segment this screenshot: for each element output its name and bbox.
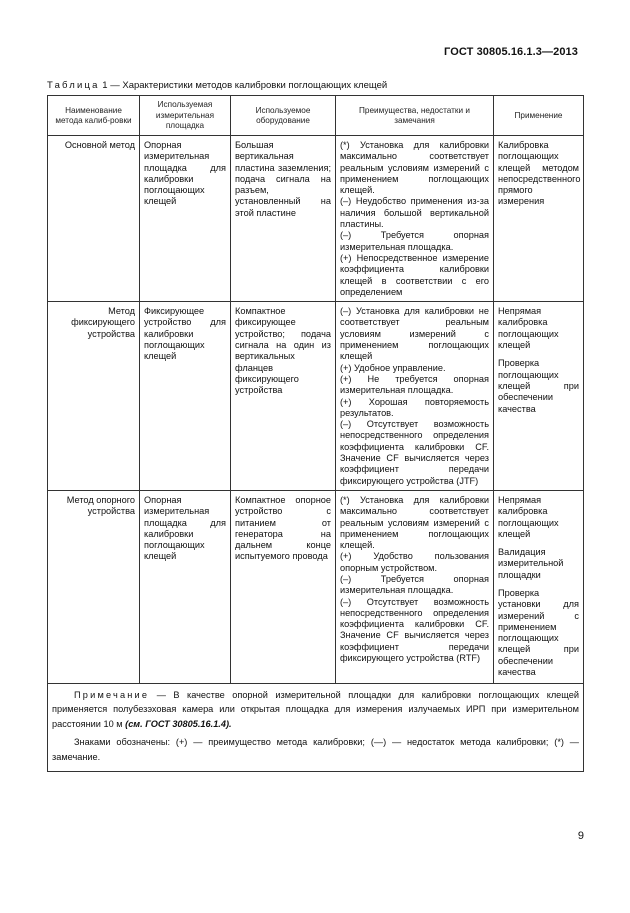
caption-label: Таблица (47, 80, 100, 91)
remarks-cell (336, 302, 494, 491)
method-cell: Метод опорного устройства (48, 490, 140, 683)
note-text: — В качестве опорной измерительной площадки для калибровки поглощающих клещей применяется полубезэховая камера или открытая площадка для измерения излучаемых ИРП при измерительном расстоянии 10 м (52, 689, 579, 729)
header-application: Применение (494, 96, 584, 136)
header-method: Наименование метода калиб-ровки (48, 96, 140, 136)
equipment-cell: Компактное опорное устройство с питанием от генератора на дальнем конце испытуемого провода (231, 490, 336, 683)
application-cell (494, 136, 584, 302)
document-header: ГОСТ 30805.16.1.3—2013 (444, 46, 578, 58)
application-item: Проверка установки для измерений с применением поглощающих клещей при обеспечении качества (498, 587, 579, 678)
table-header-row (48, 96, 584, 136)
remark-item: (–) Требуется опорная измерительная площадка. (340, 573, 489, 596)
remarks-cell (336, 136, 494, 302)
remark-item: (+) Непосредственное измерение коэффициента калибровки клещей в соответствии с его определением (340, 252, 489, 297)
table-row (48, 136, 584, 302)
note-reference: (см. ГОСТ 30805.16.1.4). (125, 718, 232, 729)
site-cell: Фиксирующее устройство для калибровки поглощающих клещей (140, 302, 231, 491)
remark-item: (–) Неудобство применения из-за наличия большой вертикальной пластины. (340, 196, 489, 230)
table-row (48, 490, 584, 683)
remarks-cell (336, 490, 494, 683)
remark-item: (*) Установка для калибровки максимально соответствует реальным условиям измерений с применением поглощающих клещей. (340, 140, 489, 196)
remark-item: (+) Удобство пользования опорным устройством. (340, 551, 489, 573)
table-caption (47, 80, 387, 91)
site-cell: Опорная измерительная площадка для калибровки поглощающих клещей (140, 136, 231, 302)
note-cell (48, 683, 584, 772)
equipment-cell: Компактное фиксирующее устройство; подача сигнала на один из вертикальных фланцев фиксирующего устройства (231, 302, 336, 491)
remark-item: (–) Отсутствует возможность непосредственного определения коэффициента калибровки CF. Значение CF вычисляется через коэффициент передачи фиксирующего устройства (RTF) (340, 596, 489, 664)
site-cell: Опорная измерительная площадка для калибровки поглощающих клещей (140, 490, 231, 683)
method-cell: Метод фиксирующего устройства (48, 302, 140, 491)
characteristics-table (47, 95, 584, 772)
note-paragraph (52, 688, 579, 732)
remark-item: (–) Установка для калибровки не соответствует реальным условиям измерений с применением поглощающих клещей (340, 306, 489, 362)
application-item: Калибровка поглощающих клещей методом непосредственного прямого измерения (498, 140, 581, 207)
remark-item: (–) Требуется опорная измерительная площадка. (340, 230, 489, 252)
remark-item: (+) Хорошая повторяемость результатов. (340, 396, 489, 418)
header-equipment: Используемое оборудование (231, 96, 336, 136)
note-row (48, 683, 584, 772)
remark-item: (*) Установка для калибровки максимально соответствует реальным условиям измерений с применением поглощающих клещей. (340, 494, 489, 551)
caption-text: 1 — Характеристики методов калибровки поглощающих клещей (99, 80, 388, 91)
table-row (48, 302, 584, 491)
page-number: 9 (577, 830, 584, 842)
remark-item: (+) Не требуется опорная измерительная площадка. (340, 373, 489, 396)
equipment-cell: Большая вертикальная пластина заземления; подача сигнала на разъем, установленный на этой пластине (231, 136, 336, 302)
application-cell (494, 490, 584, 683)
header-site: Используемая измерительная площадка (140, 96, 231, 136)
application-item: Проверка поглощающих клещей при обеспечении качества (498, 358, 579, 414)
application-item: Непрямая калибровка поглощающих клещей (498, 494, 559, 539)
application-cell (494, 302, 584, 491)
application-item: Непрямая калибровка поглощающих клещей (498, 306, 559, 351)
method-cell: Основной метод (48, 136, 140, 302)
note-legend: Знаками обозначены: (+) — преимущество метода калибровки; (—) — недостаток метода калибровки; (*) — замечание. (52, 737, 579, 762)
note-label: Примечание (74, 689, 150, 700)
header-remarks: Преимущества, недостатки и замечания (336, 96, 494, 136)
remark-item: (–) Отсутствует возможность непосредственного определения коэффициента калибровки CF. Значение CF вычисляется через коэффициент передачи фиксирующего устройства (JTF) (340, 419, 489, 486)
application-item: Валидация измерительной площадки (498, 547, 564, 580)
remark-item: (+) Удобное управление. (340, 362, 446, 373)
